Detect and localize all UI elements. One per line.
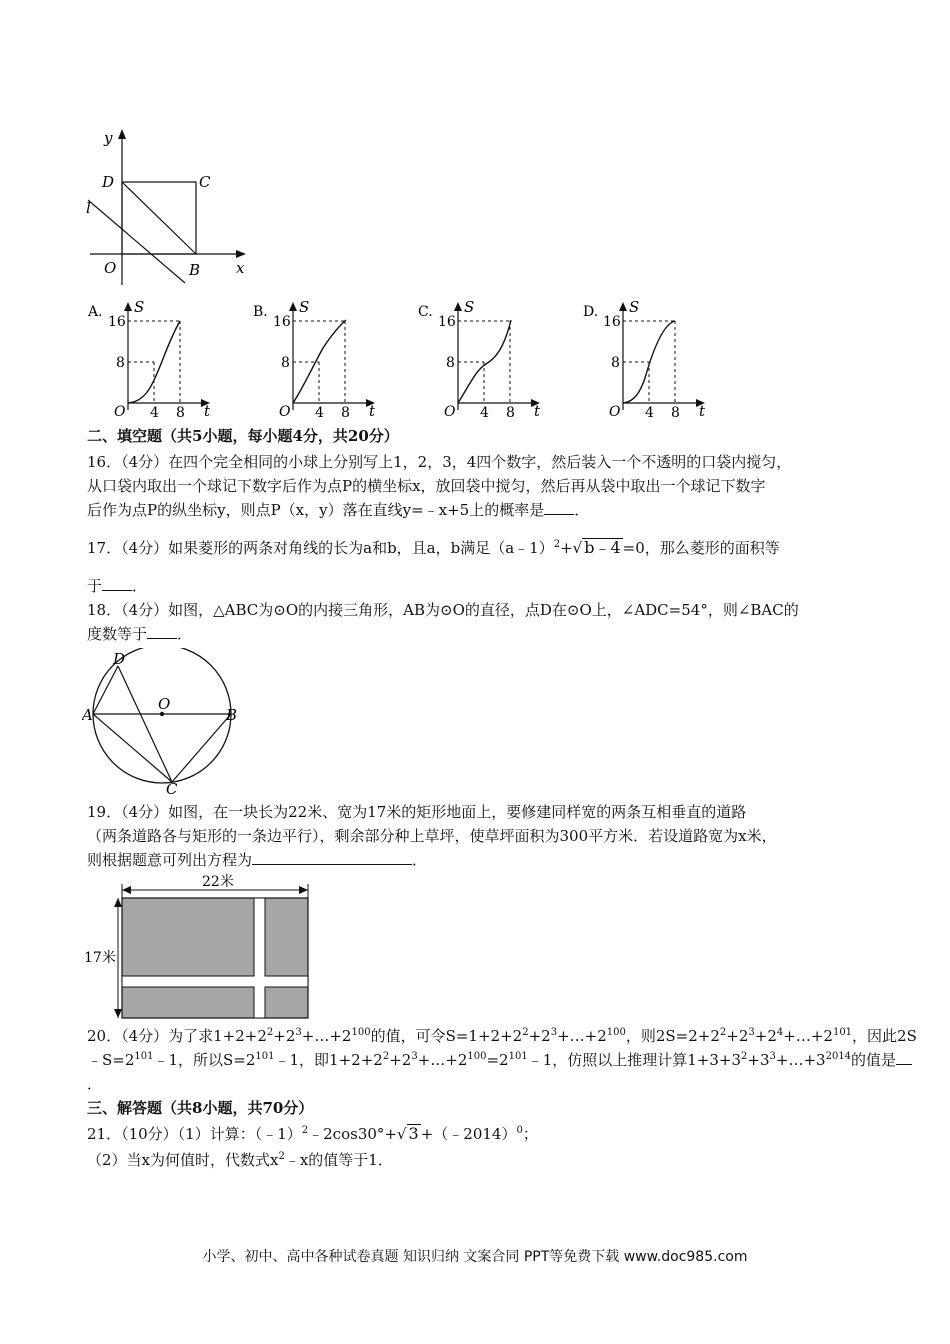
q19-rectangle-figure [80, 870, 320, 1022]
option-axis-t: t [204, 402, 211, 418]
fig15-label-o: O [104, 259, 117, 277]
q20-t: +2 [726, 1027, 749, 1045]
q21-line-1 [87, 1124, 538, 1144]
q17-answer-blank[interactable] [102, 576, 132, 591]
q20-sup: 2 [266, 1027, 274, 1038]
page-footer: 小学、初中、高中各种试卷真题 知识归纳 文案合同 PPT等免费下载 www.doc985.com [202, 1249, 748, 1265]
q17-plus: + [560, 539, 573, 557]
q21-t: （2）当x为何值时，代数式x [87, 1151, 279, 1169]
q20-t: +…+2 [417, 1051, 468, 1069]
q20-t: ﹣S=2 [87, 1051, 135, 1069]
q20-sup: 2 [741, 1051, 748, 1062]
q20-t: 的值是 [851, 1051, 897, 1069]
q18-label-o: O [158, 695, 171, 713]
q19-line-1: 19．（4分）如图，在一块长为22米、宽为17米的矩形地面上，要修建同样宽的两条互相垂直的道路 [87, 803, 747, 821]
q20-sup: 3 [295, 1027, 302, 1038]
q18-line-1: 18．（4分）如图，△ABC为⊙O的内接三角形，AB为⊙O的直径，点D在⊙O上，∠ADC=54°，则∠BAC的 [87, 601, 799, 619]
option-axis-s: S [464, 298, 475, 316]
q20-t: +…+2 [783, 1027, 833, 1045]
option-tick-8: 8 [611, 355, 620, 371]
q20-sup: 3 [748, 1027, 755, 1038]
q21-t: ； [522, 1125, 538, 1143]
q18-label-d: D [113, 650, 126, 668]
fig15-label-l: l [86, 199, 91, 217]
q20-line-2 [87, 1050, 912, 1070]
q21-sqrt-content: 3 [408, 1124, 419, 1143]
option-letter: C. [418, 304, 433, 320]
q21-sup: 2 [301, 1125, 309, 1136]
option-tick-x8: 8 [341, 405, 350, 418]
q20-sup: 2 [382, 1051, 390, 1062]
q20-sup: 4 [776, 1027, 784, 1038]
q18-circle-figure [82, 648, 242, 796]
option-tick-16: 16 [603, 314, 621, 330]
option-tick-4: 4 [315, 405, 324, 418]
option-graph-2 [418, 298, 558, 418]
q20-sup: 2 [522, 1027, 529, 1038]
option-graph-3 [583, 298, 723, 418]
q20-sup: 101 [255, 1051, 275, 1062]
section-2-heading: 二、填空题（共5小题，每小题4分，共20分） [87, 427, 399, 445]
q20-answer-blank[interactable] [896, 1050, 912, 1065]
q21-t: 21．（10分）（1）计算：（﹣1） [87, 1125, 302, 1143]
section-3-heading: 三、解答题（共8小题，共70分） [87, 1099, 314, 1117]
q18-label-c: C [166, 780, 178, 796]
option-tick-8: 8 [446, 355, 455, 371]
q20-t: +3 [747, 1051, 770, 1069]
q20-sup: 100 [351, 1027, 371, 1038]
q20-t: 的值，可令S=1+2+2 [370, 1027, 523, 1045]
q20-a: 20．（4分）为了求1+2+2 [87, 1027, 267, 1045]
q20-sup: 101 [134, 1051, 154, 1062]
q19-line-3-text: 则根据题意可列出方程为 [87, 851, 253, 869]
q18-end: ． [177, 625, 193, 643]
option-origin: O [609, 404, 621, 418]
q18-line-2 [87, 624, 192, 644]
q20-t: =2 [486, 1051, 509, 1069]
q20-t: ，因此2S [852, 1027, 917, 1045]
option-graph-0 [88, 298, 228, 418]
q17-post: =0，那么菱形的面积等 [622, 539, 780, 557]
q16-line-1: 16．（4分）在四个完全相同的小球上分别写上1，2，3，4四个数字，然后装入一个不透明的口袋内搅匀， [87, 453, 792, 471]
q18-answer-blank[interactable] [147, 624, 177, 639]
q18-label-b: B [226, 706, 238, 724]
option-letter: B. [253, 304, 268, 320]
q18-line-2-text: 度数等于 [87, 625, 148, 643]
q17-end: ． [132, 577, 148, 595]
option-tick-4: 4 [480, 405, 489, 418]
q20-t: ﹣1，仿照以上推理计算1+3+3 [527, 1051, 742, 1069]
q17-line-2 [87, 576, 147, 596]
option-axis-t: t [534, 402, 541, 418]
q19-line-2: （两条道路各与矩形的一条边平行），剩余部分种上草坪，使草坪面积为300平方米．若设道路宽为x米， [87, 827, 777, 845]
q17-pre: 17．（4分）如果菱形的两条对角线的长为a和b，且a，b满足（a﹣1） [87, 539, 554, 557]
q20-sup: 3 [769, 1051, 776, 1062]
option-origin: O [279, 404, 291, 418]
option-tick-16: 16 [438, 314, 456, 330]
option-origin: O [114, 404, 126, 418]
option-origin: O [444, 404, 456, 418]
fig15-label-x: x [236, 259, 245, 277]
option-axis-s: S [629, 298, 640, 316]
q17-line-1 [87, 538, 780, 558]
option-tick-16: 16 [108, 314, 126, 330]
option-axis-s: S [299, 298, 310, 316]
q20-sup: 2014 [825, 1051, 852, 1062]
q20-t: +…+2 [557, 1027, 607, 1045]
q20-sup: 2 [719, 1027, 727, 1038]
option-axis-t: t [699, 402, 706, 418]
q17-sqrt-sign: √ [572, 539, 583, 557]
q20-sup: 3 [550, 1027, 558, 1038]
fig15-label-y: y [104, 129, 113, 147]
fig15-label-b: B [189, 261, 201, 279]
q19-end: ． [412, 851, 428, 869]
option-tick-16: 16 [273, 314, 291, 330]
q20-sup: 100 [467, 1051, 487, 1062]
option-letter: A. [88, 304, 103, 320]
q21-t: ﹣2cos30°+ [308, 1125, 397, 1143]
q16-answer-blank[interactable] [544, 500, 574, 515]
q21-sup: 0 [516, 1125, 523, 1136]
option-tick-x8: 8 [506, 405, 515, 418]
option-letter: D. [583, 304, 599, 320]
q17-sqrt-content: b﹣4 [584, 538, 621, 557]
q20-sup: 101 [508, 1051, 528, 1062]
fig15-label-c: C [199, 173, 211, 191]
q20-sup: 101 [832, 1027, 853, 1038]
q20-t: ，则2S=2+2 [625, 1027, 720, 1045]
q20-line-3: ． [87, 1075, 103, 1093]
q20-t: +2 [273, 1027, 296, 1045]
option-axis-t: t [369, 402, 376, 418]
fig15-label-d: D [102, 173, 115, 191]
option-tick-4: 4 [645, 405, 654, 418]
q21-line-2 [87, 1150, 393, 1170]
option-tick-x8: 8 [176, 405, 185, 418]
q20-t: ﹣1，所以S=2 [153, 1051, 256, 1069]
q17-line-2-text: 于 [87, 577, 103, 595]
q20-t: ﹣1，即1+2+2 [274, 1051, 383, 1069]
option-tick-8: 8 [281, 355, 290, 371]
q19-height-label: 17米 [84, 950, 116, 966]
q18-label-a: A [82, 706, 93, 724]
option-graph-1 [253, 298, 393, 418]
q16-end: ． [574, 501, 590, 519]
option-tick-x8: 8 [671, 405, 680, 418]
q16-line-3-text: 后作为点P的纵坐标y，则点P（x，y）落在直线y=﹣x+5上的概率是 [87, 501, 545, 519]
q15-figure [80, 125, 260, 295]
option-tick-8: 8 [116, 355, 125, 371]
q20-sup: 3 [411, 1051, 418, 1062]
q16-line-3 [87, 500, 589, 520]
q20-t: +…+2 [301, 1027, 352, 1045]
option-tick-4: 4 [150, 405, 159, 418]
q17-sup: 2 [553, 539, 561, 550]
q21-sup: 2 [278, 1151, 285, 1162]
q21-t: +（﹣2014） [420, 1125, 517, 1143]
q20-t: +2 [754, 1027, 777, 1045]
q19-answer-blank[interactable] [252, 850, 412, 865]
q21-sqrt-sign: √ [396, 1125, 407, 1143]
q19-width-label: 22米 [202, 874, 234, 890]
q21-t: ﹣x的值等于1． [284, 1151, 393, 1169]
q20-sup: 100 [606, 1027, 626, 1038]
q19-line-3 [87, 850, 427, 870]
q20-t: +2 [389, 1051, 412, 1069]
q16-line-2: 从口袋内取出一个球记下数字后作为点P的横坐标x，放回袋中搅匀，然后再从袋中取出一个球记下数字 [87, 477, 766, 495]
q20-line-1 [87, 1026, 917, 1046]
option-axis-s: S [134, 298, 145, 316]
q20-t: +…+3 [775, 1051, 826, 1069]
q20-t: +2 [528, 1027, 551, 1045]
